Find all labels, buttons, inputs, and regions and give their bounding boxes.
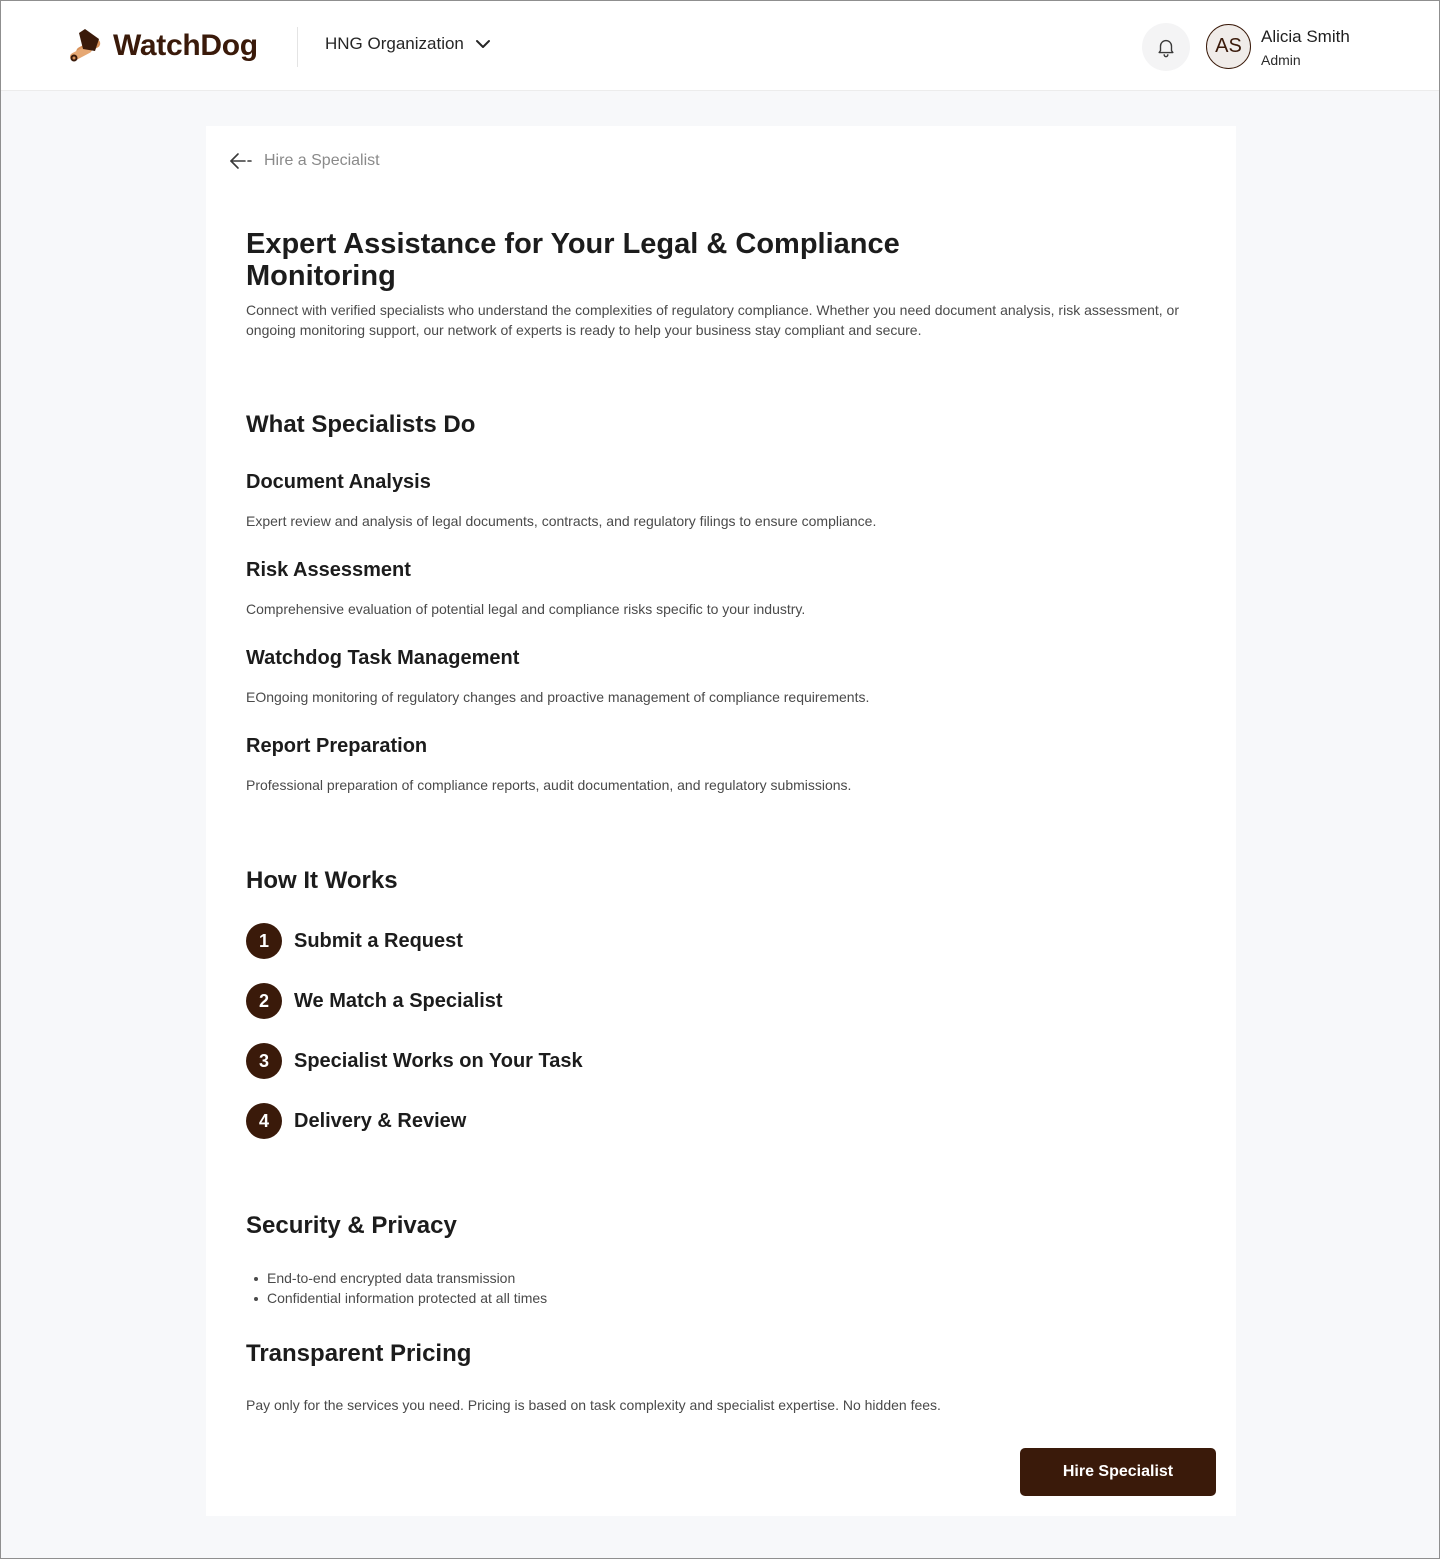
back-label: Hire a Specialist	[264, 152, 380, 169]
step-number-badge: 4	[246, 1103, 282, 1139]
service-description: Professional preparation of compliance reports, audit documentation, and regulatory submissions.	[246, 777, 852, 793]
organization-selector[interactable]	[325, 34, 492, 54]
service-title: Report Preparation	[246, 735, 428, 757]
notifications-button[interactable]	[1142, 23, 1190, 71]
user-avatar[interactable]: AS	[1206, 24, 1251, 69]
service-description: EOngoing monitoring of regulatory changes and proactive management of compliance requirements.	[246, 689, 870, 705]
step-number-badge: 3	[246, 1043, 282, 1079]
header-divider	[297, 27, 298, 67]
top-navigation-bar	[1, 1, 1439, 91]
step-label: Submit a Request	[294, 929, 463, 952]
list-item: Confidential information protected at all times	[254, 1288, 547, 1308]
security-heading: Security & Privacy	[246, 1212, 457, 1239]
service-title: Risk Assessment	[246, 559, 411, 581]
user-name[interactable]: Alicia Smith	[1261, 27, 1350, 46]
step-number-badge: 1	[246, 923, 282, 959]
hire-specialist-button[interactable]: Hire Specialist	[1020, 1448, 1216, 1496]
step-label: Delivery & Review	[294, 1109, 467, 1132]
brand-name: WatchDog	[113, 29, 258, 62]
step-item	[246, 1043, 583, 1079]
organization-name: HNG Organization	[325, 34, 464, 53]
step-label: We Match a Specialist	[294, 989, 503, 1012]
list-item: End-to-end encrypted data transmission	[254, 1268, 547, 1288]
step-item	[246, 1103, 466, 1139]
specialist-info-card	[206, 126, 1236, 1516]
how-it-works-heading: How It Works	[246, 867, 398, 894]
step-item	[246, 923, 463, 959]
service-description: Expert review and analysis of legal documents, contracts, and regulatory filings to ensure compliance.	[246, 513, 877, 529]
step-item	[246, 983, 503, 1019]
bell-icon	[1155, 36, 1177, 58]
pricing-heading: Transparent Pricing	[246, 1340, 472, 1367]
watchdog-logo-icon	[65, 25, 107, 67]
pricing-description: Pay only for the services you need. Pricing is based on task complexity and specialist expertise. No hidden fees.	[246, 1397, 941, 1413]
back-button[interactable]	[228, 150, 380, 172]
service-description: Comprehensive evaluation of potential legal and compliance risks specific to your industry.	[246, 601, 806, 617]
user-role: Admin	[1261, 52, 1301, 68]
service-title: Watchdog Task Management	[246, 647, 520, 669]
chevron-down-icon	[474, 35, 492, 53]
security-list	[254, 1268, 547, 1308]
brand-logo[interactable]	[65, 25, 258, 67]
step-label: Specialist Works on Your Task	[294, 1049, 583, 1072]
arrow-left-icon	[228, 150, 254, 172]
step-number-badge: 2	[246, 983, 282, 1019]
service-title: Document Analysis	[246, 471, 431, 493]
services-heading: What Specialists Do	[246, 411, 476, 438]
page-description: Connect with verified specialists who understand the complexities of regulatory compliance. Whether you need document analysis, risk assessment, or ongoing monitoring support, our network of experts is ready to help your business stay compliant and secure.	[246, 302, 1180, 338]
page-title: Expert Assistance for Your Legal & Compliance Monitoring	[246, 228, 900, 292]
